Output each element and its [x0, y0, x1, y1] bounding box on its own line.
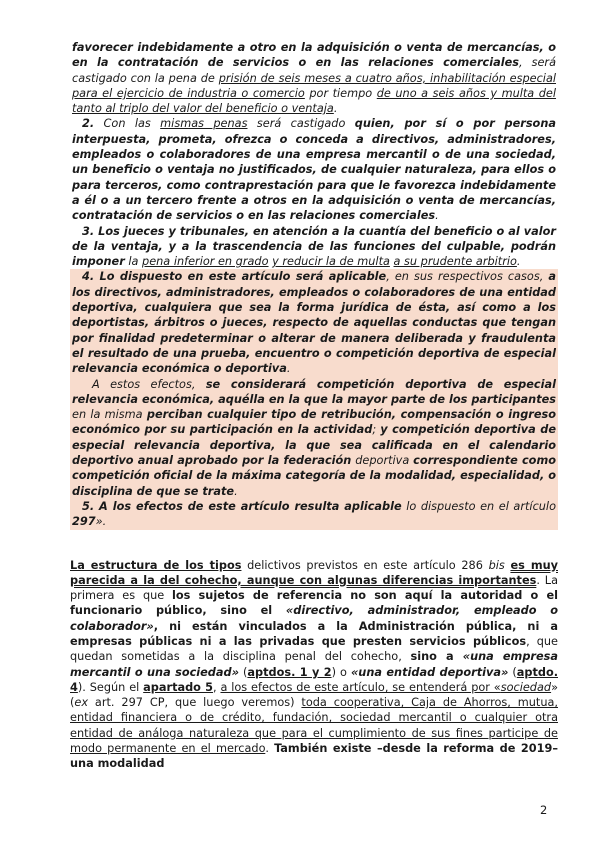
law-paragraph-2: 2. Con las mismas penas será castigado quien, por sí o por persona interpuesta, prometa, ofrezca o conceda a directivos, administradores, empleados o colaboradores de una empresa mercantil o de una sociedad, un beneficio o ventaja no justificados, de cualquier naturaleza, para ellos o para terceros, como contraprestación para que le favorezca indebidamente a él o a un tercero frente a otros en la adquisición o venta de mercancías, contratación de servicios o en las relaciones comerciales. — [72, 117, 556, 223]
law-paragraph-5: 5. A los efectos de este artículo resulta aplicable lo dispuesto en el artículo 297». — [72, 499, 556, 529]
document-page — [70, 40, 558, 772]
law-paragraph-4: 4. Lo dispuesto en este artículo será aplicable, en sus respectivos casos, a los directivos, administradores, empleados o colaboradores de una entidad deportiva, cualquiera que sea la forma jurídica de ésta, así como a los deportistas, árbitros o jueces, respecto de aquellas conductas que tengan por finalidad predeterminar o alterar de manera deliberada y fraudulenta el resultado de una prueba, encuentro o competición deportiva de especial relevancia económica o deportiva. — [72, 270, 556, 376]
highlighted-section — [70, 269, 558, 529]
law-paragraph-4-definitions: A estos efectos, se considerará competición deportiva de especial relevancia económica, aquélla en la que la mayor parte de los participantes en la misma perciban cualquier tipo de retribución, compensación o ingreso económico por su participación en la actividad; y competición deportiva de especial relevancia deportiva, la que sea calificada en el calendario deportivo anual aprobado por la federación deportiva correspondiente como competición oficial de la máxima categoría de la modalidad, especialidad, o disciplina de que se trate. — [72, 377, 556, 498]
law-paragraph-1: favorecer indebidamente a otro en la adquisición o venta de mercancías, o en la contratación de servicios o en las relaciones comerciales, será castigado con la pena de prisión de seis meses a cuatro años, inhabilitación especial para el ejercicio de industria o comercio por tiempo de uno a seis años y multa del tanto al triplo del valor del beneficio o ventaja. — [72, 41, 557, 116]
page-number: 2 — [540, 803, 548, 817]
commentary-paragraph: La estructura de los tipos delictivos previstos en este artículo 286 bis es muy parecida a la del cohecho, aunque con algunas diferencias importantes. La primera es que los sujetos de referencia no son aquí la autoridad o el funcionario público, sino el «directivo, administrador, empleado o colaborador», ni están vinculados a la Administración pública, ni a empresas públicas ni a las privadas que presten servicios públicos, que quedan sometidas a la disciplina penal del cohecho, sino a «una empresa mercantil o una sociedad» (aptdos. 1 y 2) o «una entidad deportiva» (aptdo. 4). Según el apartado 5, a los efectos de este artículo, se entenderá por «sociedad» (ex art. 297 CP, que luego veremos) toda cooperativa, Caja de Ahorros, mutua, entidad financiera o de crédito, fundación, sociedad mercantil o cualquier otra entidad de análoga naturaleza que para el cumplimiento de sus fines participe de modo permanente en el mercado. También existe –desde la reforma de 2019– una modalidad — [70, 558, 559, 771]
commentary-text — [70, 558, 558, 772]
law-text — [70, 40, 558, 530]
law-paragraph-3: 3. Los jueces y tribunales, en atención a la cuantía del beneficio o al valor de la ventaja, y a la trascendencia de las funciones del culpable, podrán imponer la pena inferior en grado y reducir la de multa a su prudente arbitrio. — [72, 224, 556, 269]
